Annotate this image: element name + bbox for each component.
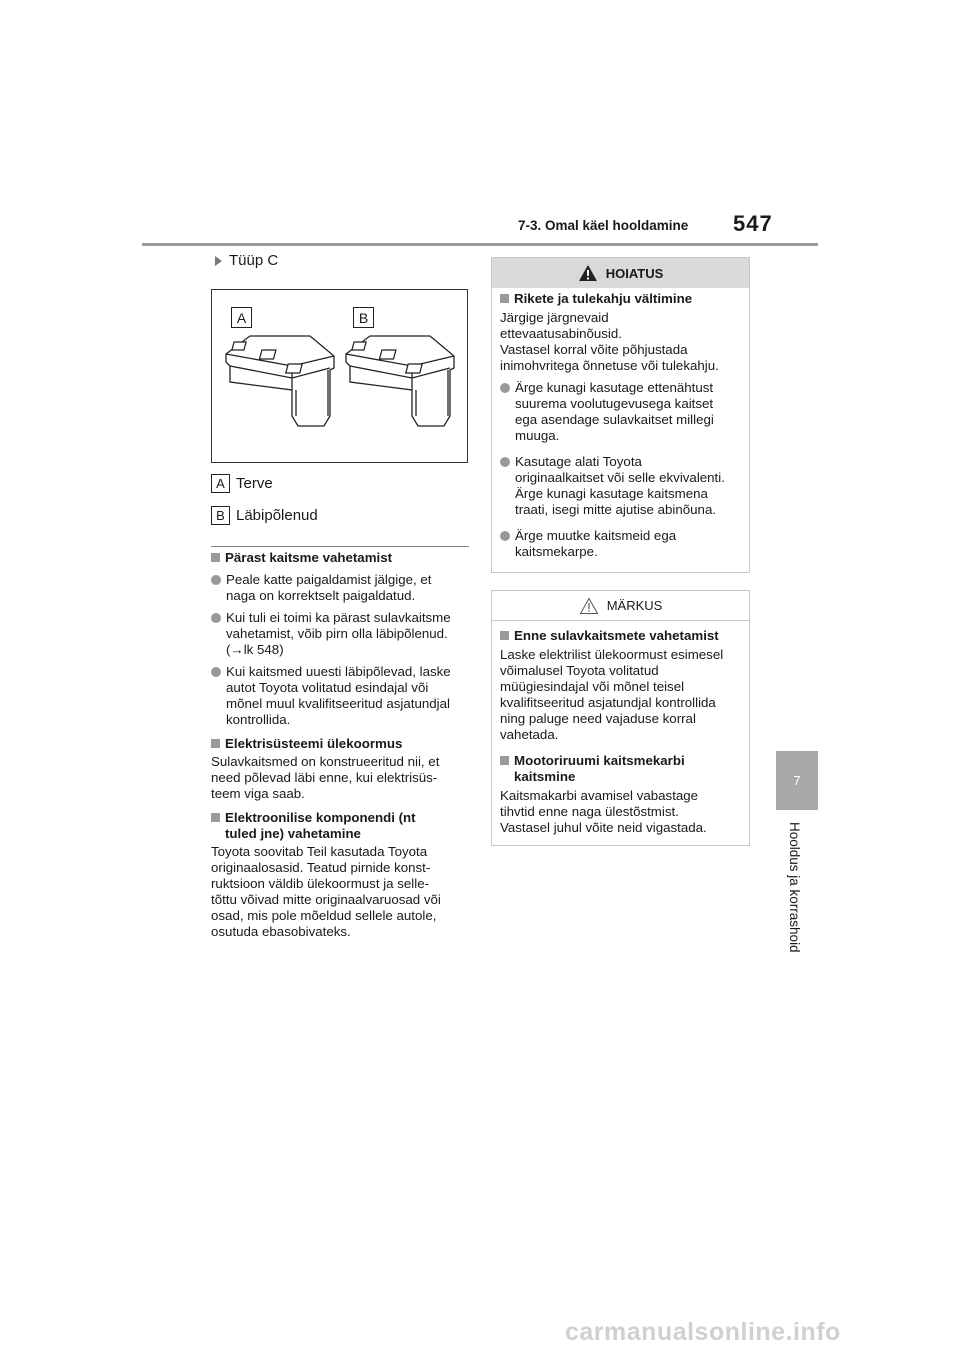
list-item: Peale katte paigaldamist jälgige, et naga on korrektselt paigaldatud.	[211, 572, 469, 604]
list-item: Ärge muutke kaitsmeid ega kaitsmekarpe.	[500, 528, 741, 560]
notice-paragraph: Laske elektrilist ülekoormust esimesel võimalusel Toyota volitatud müügiesindajal või mõnel teisel kvalifitseeritud asjatundjal kontrollida ning paluge need vajaduse korral vahetada.	[500, 647, 724, 742]
chapter-number: 7	[793, 773, 801, 788]
legend-item-b	[211, 506, 469, 525]
section-heading: Elektrisüsteemi ülekoormus	[211, 736, 469, 752]
paragraph: Toyota soovitab Teil kasutada Toyota originaalosasid. Teatud pirnide konst- ruktsioon väldib ülekoormust ja selle- tõttu võivad mitte originaalvaruosad või osad, mis pole mõeldud sellele autole, osutuda ebasobivateks.	[211, 844, 441, 939]
notice-heading: Enne sulavkaitsmete vahetamist	[500, 628, 741, 644]
section-divider	[211, 546, 469, 547]
chapter-tab	[776, 751, 818, 810]
square-bullet-icon	[500, 631, 509, 640]
warning-heading: Rikete ja tulekahju vältimine	[500, 291, 741, 307]
notice-box	[491, 590, 750, 846]
warning-intro: Järgige järgnevaid ettevaatusabinõusid. Vastasel korral võite põhjustada inimohvritega õnnetuse või tulekahju.	[500, 310, 719, 373]
caution-outline-icon	[579, 597, 599, 615]
section-title: 7-3. Omal käel hooldamine	[518, 218, 689, 233]
legend-key-a: A	[211, 474, 230, 493]
notice-title-bar	[492, 591, 749, 621]
left-body	[211, 550, 469, 940]
dot-bullet-icon	[211, 613, 221, 623]
square-bullet-icon	[211, 813, 220, 822]
legend-key-b: B	[211, 506, 230, 525]
type-heading-block	[211, 252, 469, 269]
triangle-bullet-icon	[215, 256, 222, 266]
paragraph: Sulavkaitsmed on konstrueeritud nii, et need põlevad läbi enne, kui elektrisüs- teem viga saab.	[211, 754, 440, 801]
list-item: Kui tuli ei toimi ka pärast sulavkaitsme vahetamist, võib pirn olla läbipõlenud. (→lk 548)	[211, 610, 469, 658]
list-item: Kasutage alati Toyota originaalkaitset või selle ekvivalenti. Ärge kunagi kasutage kaitsmena traati, isegi mitte ajutise abinõuna.	[500, 454, 741, 518]
warning-box	[491, 257, 750, 573]
page-number: 547	[733, 211, 773, 236]
notice-paragraph: Kaitsmakarbi avamisel vabastage tihvtid enne naga ülestõstmist. Vastasel juhul võite neid vigastada.	[500, 788, 707, 835]
fuse-intact-icon	[226, 336, 334, 426]
warning-title-bar	[492, 258, 749, 288]
type-heading	[215, 252, 469, 269]
square-bullet-icon	[211, 553, 220, 562]
section-heading: Elektroonilise komponendi (nt tuled jne) vahetamine	[211, 810, 469, 842]
dot-bullet-icon	[500, 383, 510, 393]
fuse-blown-icon	[346, 336, 454, 426]
legend-item-a	[211, 474, 469, 493]
warning-icon	[578, 264, 598, 282]
watermark-text: carmanualsonline.info	[565, 1318, 841, 1346]
section-heading: Pärast kaitsme vahetamist	[211, 550, 469, 566]
notice-heading: Mootoriruumi kaitsmekarbi kaitsmine	[500, 753, 741, 785]
dot-bullet-icon	[211, 575, 221, 585]
dot-bullet-icon	[500, 457, 510, 467]
header-divider	[142, 243, 818, 246]
dot-bullet-icon	[500, 531, 510, 541]
notice-title: MÄRKUS	[606, 598, 663, 613]
type-heading-text: Tüüp C	[229, 252, 279, 269]
list-item: Ärge kunagi kasutage ettenähtust suurema voolutugevusega kaitset ega asendage sulavkaitset millegi muuga.	[500, 380, 741, 444]
chapter-title: Hooldus ja korrashoid	[787, 822, 802, 953]
square-bullet-icon	[211, 739, 220, 748]
dot-bullet-icon	[211, 667, 221, 677]
square-bullet-icon	[500, 294, 509, 303]
fuse-illustration	[211, 289, 468, 463]
legend-text-a: Terve	[236, 475, 273, 492]
list-item: Kui kaitsmed uuesti läbipõlevad, laske autot Toyota volitatud esindajal või mõnel muul kvalifitseeritud asjatundjal kontrollida.	[211, 664, 469, 728]
figure-label-a: A	[231, 307, 252, 328]
figure-label-b: B	[353, 307, 374, 328]
warning-title: HOIATUS	[605, 265, 664, 281]
notice-body	[492, 621, 749, 836]
fuse-drawing	[212, 290, 469, 464]
legend-text-b: Läbipõlenud	[236, 507, 318, 524]
square-bullet-icon	[500, 756, 509, 765]
warning-body	[492, 288, 749, 560]
